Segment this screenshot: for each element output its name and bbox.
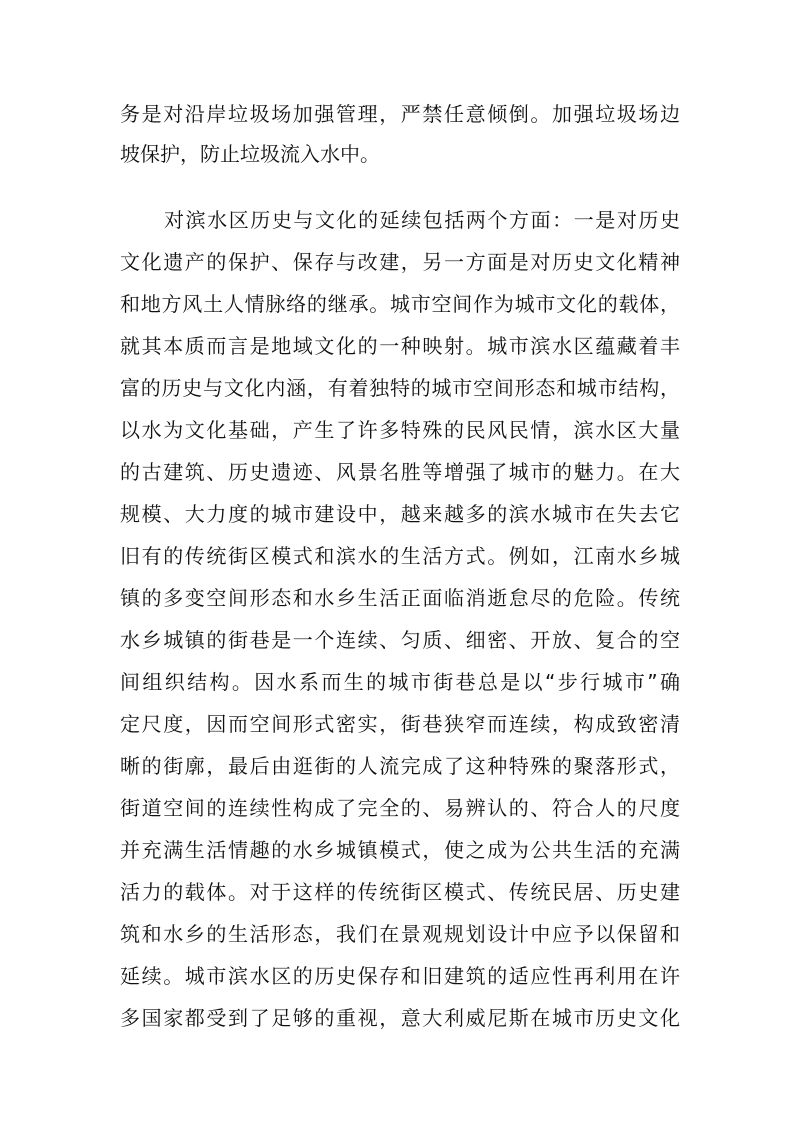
text-line: 和地方风土人情脉络的继承。城市空间作为城市文化的载体， bbox=[120, 292, 680, 316]
paragraph-first-line: 对滨水区历史与文化的延续包括两个方面：一是对历史 bbox=[164, 208, 680, 232]
text-line: 多国家都受到了足够的重视，意大利威尼斯在城市历史文化 bbox=[120, 1006, 680, 1030]
text-line: 以水为文化基础，产生了许多特殊的民风民情，滨水区大量 bbox=[120, 418, 680, 442]
text-line: 坡保护，防止垃圾流入水中。 bbox=[120, 142, 380, 166]
text-line: 文化遗产的保护、保存与改建，另一方面是对历史文化精神 bbox=[120, 250, 680, 274]
text-line: 并充满生活情趣的水乡城镇模式，使之成为公共生活的充满 bbox=[120, 838, 680, 862]
text-line: 晰的街廓，最后由逛街的人流完成了这种特殊的聚落形式， bbox=[120, 754, 680, 778]
text-line: 镇的多变空间形态和水乡生活正面临消逝怠尽的危险。传统 bbox=[120, 586, 680, 610]
text-line: 街道空间的连续性构成了完全的、易辨认的、符合人的尺度 bbox=[120, 796, 680, 820]
text-line: 务是对沿岸垃圾场加强管理，严禁任意倾倒。加强垃圾场边 bbox=[120, 102, 680, 126]
text-line: 旧有的传统街区模式和滨水的生活方式。例如，江南水乡城 bbox=[120, 544, 680, 568]
text-line: 就其本质而言是地域文化的一种映射。城市滨水区蕴藏着丰 bbox=[120, 334, 680, 358]
text-line: 延续。城市滨水区的历史保存和旧建筑的适应性再利用在许 bbox=[120, 964, 680, 988]
text-line: 定尺度，因而空间形式密实，街巷狭窄而连续，构成致密清 bbox=[120, 712, 680, 736]
text-line: 筑和水乡的生活形态，我们在景观规划设计中应予以保留和 bbox=[120, 922, 680, 946]
text-line: 的古建筑、历史遗迹、风景名胜等增强了城市的魅力。在大 bbox=[120, 460, 680, 484]
text-line: 间组织结构。因水系而生的城市街巷总是以“步行城市”确 bbox=[120, 670, 680, 694]
text-line: 水乡城镇的街巷是一个连续、匀质、细密、开放、复合的空 bbox=[120, 628, 680, 652]
text-line: 活力的载体。对于这样的传统街区模式、传统民居、历史建 bbox=[120, 880, 680, 904]
text-line: 富的历史与文化内涵，有着独特的城市空间形态和城市结构， bbox=[120, 376, 680, 400]
text-line: 规模、大力度的城市建设中，越来越多的滨水城市在失去它 bbox=[120, 502, 680, 526]
